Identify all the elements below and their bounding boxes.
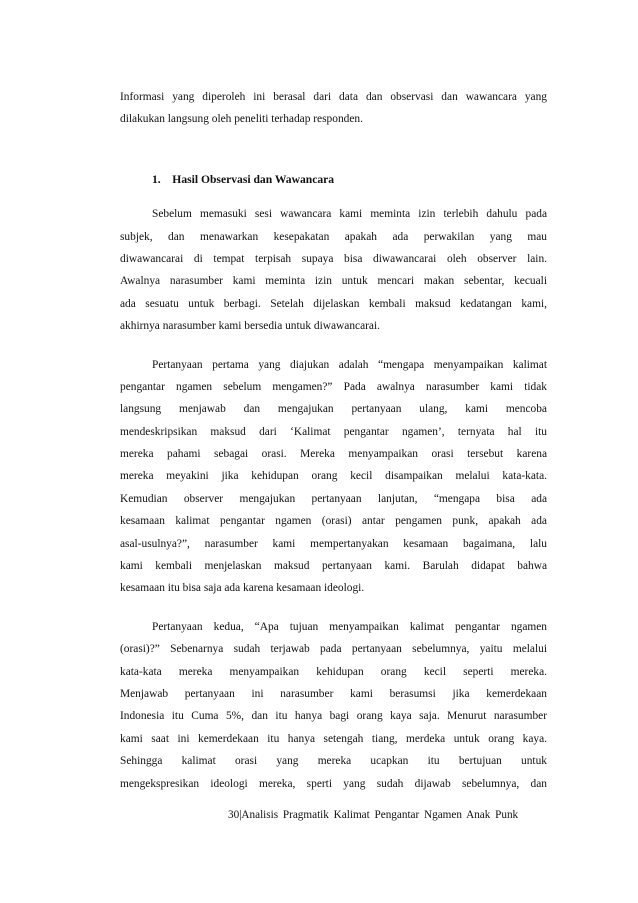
paragraph-2 <box>120 354 547 600</box>
intro-paragraph <box>120 86 547 131</box>
document-page <box>120 86 547 795</box>
paragraph-line: subjek, dan menawarkan kesepakatan apakah ada perwakilan yang mau <box>120 230 547 243</box>
paragraph-line: mereka meyakini jika kehidupan orang kecil disampaikan melalui kata-kata. <box>120 470 547 483</box>
paragraph-line: Sehingga kalimat orasi yang mereka ucapkan itu bertujuan untuk <box>120 755 547 768</box>
paragraph-line: Indonesia itu Cuma 5%, dan itu hanya bagi orang kaya saja. Menurut narasumber <box>120 710 547 723</box>
paragraph-line: mengekspresikan ideologi mereka, sperti yang sudah dijawab sebelumnya, dan <box>120 777 547 790</box>
paragraph-line: pengantar ngamen sebelum mengamen?” Pada awalnya narasumber kami tidak <box>120 380 547 393</box>
section-number: 1. <box>152 172 161 186</box>
paragraph-line: Pertanyaan pertama yang diajukan adalah “mengapa menyampaikan kalimat <box>152 358 547 371</box>
paragraph-line: ada sesuatu untuk berbagi. Setelah dijelaskan kembali maksud kedatangan kami, <box>120 297 547 310</box>
paragraph-line: diwawancarai di tempat terpisah supaya bisa diwawancarai oleh observer lain. <box>120 252 547 265</box>
paragraph-3 <box>120 616 547 795</box>
paragraph-1 <box>120 203 547 337</box>
paragraph-line: Kemudian observer mengajukan pertanyaan lanjutan, “mengapa bisa ada <box>120 492 547 505</box>
paragraph-line: langsung menjawab dan mengajukan pertanyaan ulang, kami mencoba <box>120 403 547 416</box>
paragraph-line: kami saat ini kemerdekaan itu hanya setengah tiang, merdeka untuk orang kaya. <box>120 732 547 745</box>
paragraph-line: asal-usulnya?”, narasumber kami mempertanyakan kesamaan bagaimana, lalu <box>120 537 547 550</box>
paragraph-line: Sebelum memasuki sesi wawancara kami meminta izin terlebih dahulu pada <box>152 208 547 221</box>
paragraph-line: (orasi)?” Sebenarnya sudah terjawab pada pertanyaan sebelumnya, yaitu melalui <box>120 643 547 656</box>
paragraph-line: Menjawab pertanyaan ini narasumber kami berasumsi jika kemerdekaan <box>120 687 547 700</box>
paragraph-line: kata-kata mereka menyampaikan kehidupan orang kecil seperti mereka. <box>120 665 547 678</box>
paragraph-line: kami kembali menjelaskan maksud pertanyaan kami. Barulah didapat bahwa <box>120 560 547 573</box>
paragraph-line: akhirnya narasumber kami bersedia untuk diwawancarai. <box>120 320 380 333</box>
paragraph-line: kesamaan itu bisa saja ada karena kesamaan ideologi. <box>120 582 365 595</box>
paragraph-line: mendeskripsikan maksud dari ‘Kalimat pengantar ngamen’, ternyata hal itu <box>120 425 547 438</box>
paragraph-line: kesamaan kalimat pengantar ngamen (orasi) antar pengamen punk, apakah ada <box>120 515 547 528</box>
section-heading <box>120 169 547 191</box>
section-title: Hasil Observasi dan Wawancara <box>172 172 335 186</box>
paragraph-line: Pertanyaan kedua, “Apa tujuan menyampaikan kalimat pengantar ngamen <box>152 620 547 633</box>
paragraph-line: mereka pahami sebagai orasi. Mereka menyampaikan orasi tersebut karena <box>120 448 547 461</box>
page-footer: 30|Analisis Pragmatik Kalimat Pengantar Ngamen Anak Punk <box>228 809 519 821</box>
intro-line: dilakukan langsung oleh peneliti terhadap responden. <box>120 113 363 126</box>
intro-line: Informasi yang diperoleh ini berasal dari data dan observasi dan wawancara yang <box>120 91 547 103</box>
paragraph-line: Awalnya narasumber kami meminta izin untuk mencari makan sebentar, kecuali <box>120 275 547 288</box>
